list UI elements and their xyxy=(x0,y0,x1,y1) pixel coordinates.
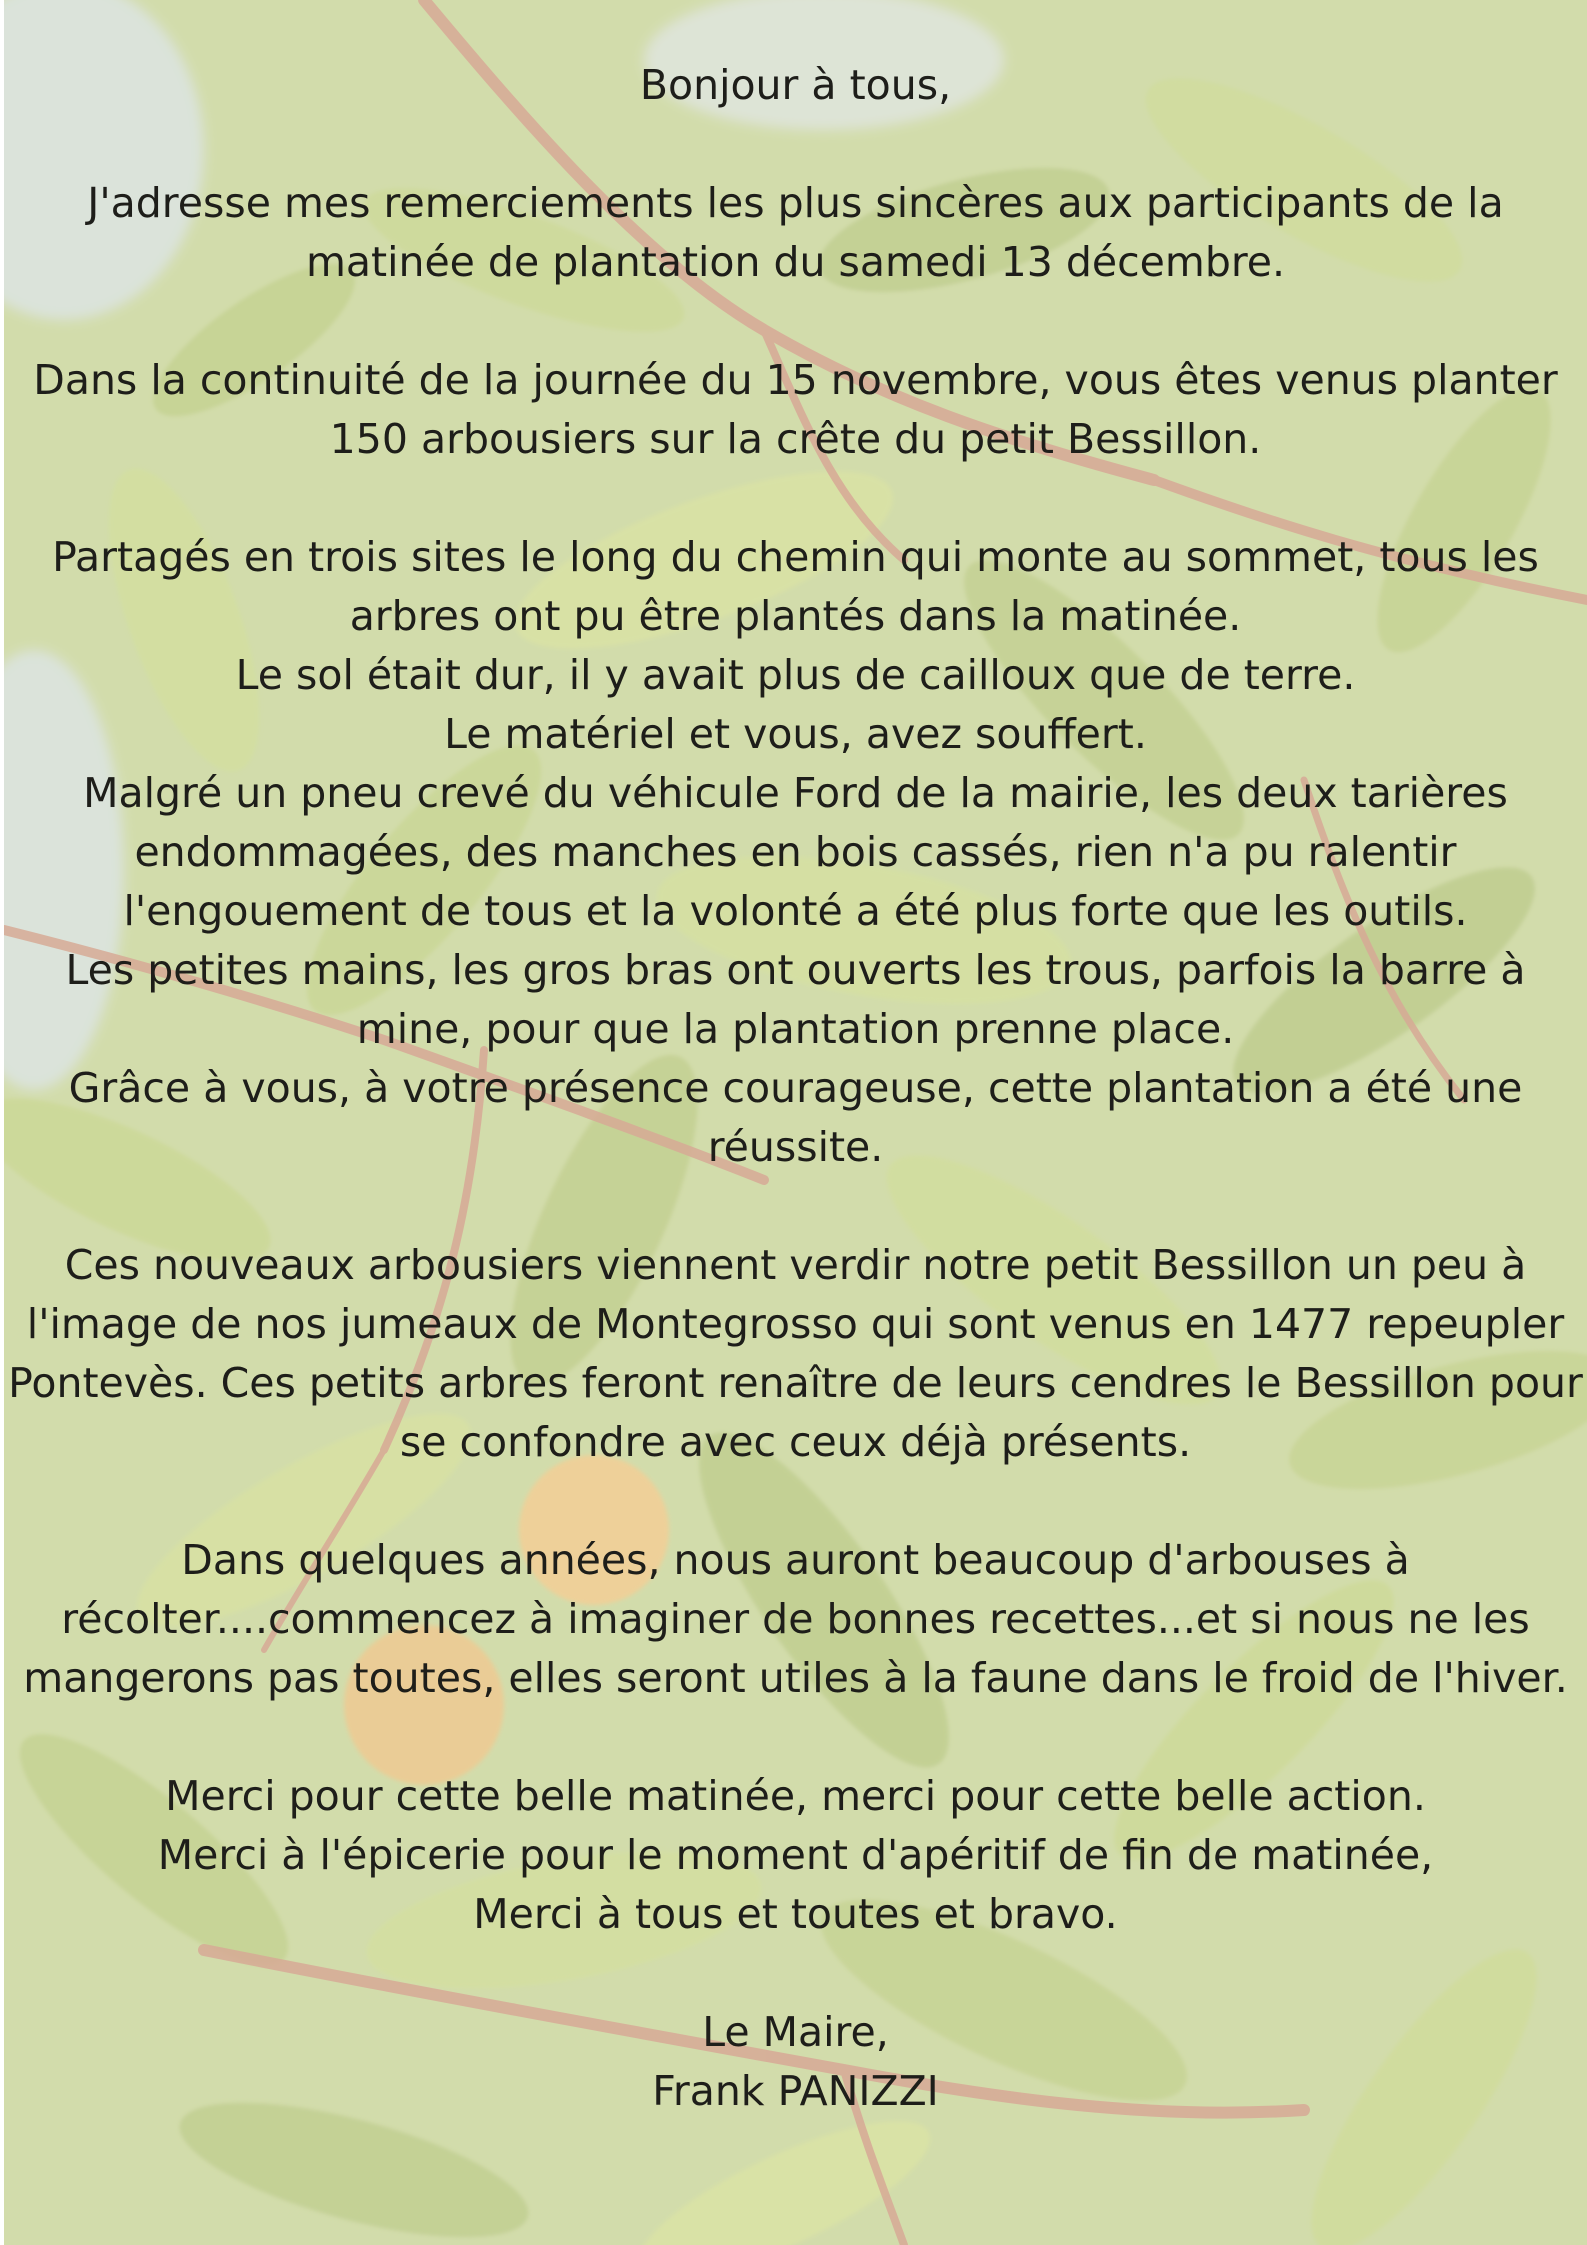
closing-paragraph xyxy=(4,1767,1587,1944)
letter-text xyxy=(4,56,1587,2121)
greeting: Bonjour à tous, xyxy=(639,61,952,109)
closing-line: Merci à l'épicerie pour le moment d'apéritif de fin de matinée, xyxy=(157,1831,1434,1879)
material-line: Le matériel et vous, avez souffert. xyxy=(444,710,1147,758)
difficulties-line: Malgré un pneu crevé du véhicule Ford de la mairie, les deux tarières endommagées, des manches en bois cassés, rien n'a pu ralentir l'engouement de tous et la volonté a été plus forte que les outils. xyxy=(83,769,1508,935)
sites-paragraph xyxy=(4,528,1587,1177)
signature xyxy=(4,2003,1587,2121)
continuity-paragraph: Dans la continuité de la journée du 15 novembre, vous êtes venus planter 150 arbousiers sur la crête du petit Bessillon. xyxy=(33,356,1558,463)
letter-page xyxy=(4,0,1587,2245)
sites-line: Partagés en trois sites le long du chemin qui monte au sommet, tous les arbres ont pu être plantés dans la matinée. xyxy=(52,533,1539,640)
thanks-paragraph: J'adresse mes remerciements les plus sincères aux participants de la matinée de plantation du samedi 13 décembre. xyxy=(87,179,1504,286)
signature-title: Le Maire, xyxy=(702,2008,889,2056)
signature-name: Frank PANIZZI xyxy=(652,2067,939,2115)
hands-line: Les petites mains, les gros bras ont ouverts les trous, parfois la barre à mine, pour que la plantation prenne place. xyxy=(65,946,1526,1053)
future-paragraph: Dans quelques années, nous auront beaucoup d'arbouses à récolter....commencez à imaginer de bonnes recettes...et si nous ne les mangerons pas toutes, elles seront utiles à la faune dans le froid de l'hiver. xyxy=(23,1536,1568,1702)
success-line: Grâce à vous, à votre présence courageuse, cette plantation a été une réussite. xyxy=(68,1064,1523,1171)
closing-line: Merci pour cette belle matinée, merci pour cette belle action. xyxy=(165,1772,1426,1820)
closing-line: Merci à tous et toutes et bravo. xyxy=(473,1890,1118,1938)
soil-line: Le sol était dur, il y avait plus de cailloux que de terre. xyxy=(235,651,1356,699)
montegrosso-paragraph: Ces nouveaux arbousiers viennent verdir notre petit Bessillon un peu à l'image de nos jumeaux de Montegrosso qui sont venus en 1477 repeupler Pontevès. Ces petits arbres feront renaître de leurs cendres le Bessillon pour se confondre avec ceux déjà présents. xyxy=(8,1241,1583,1466)
